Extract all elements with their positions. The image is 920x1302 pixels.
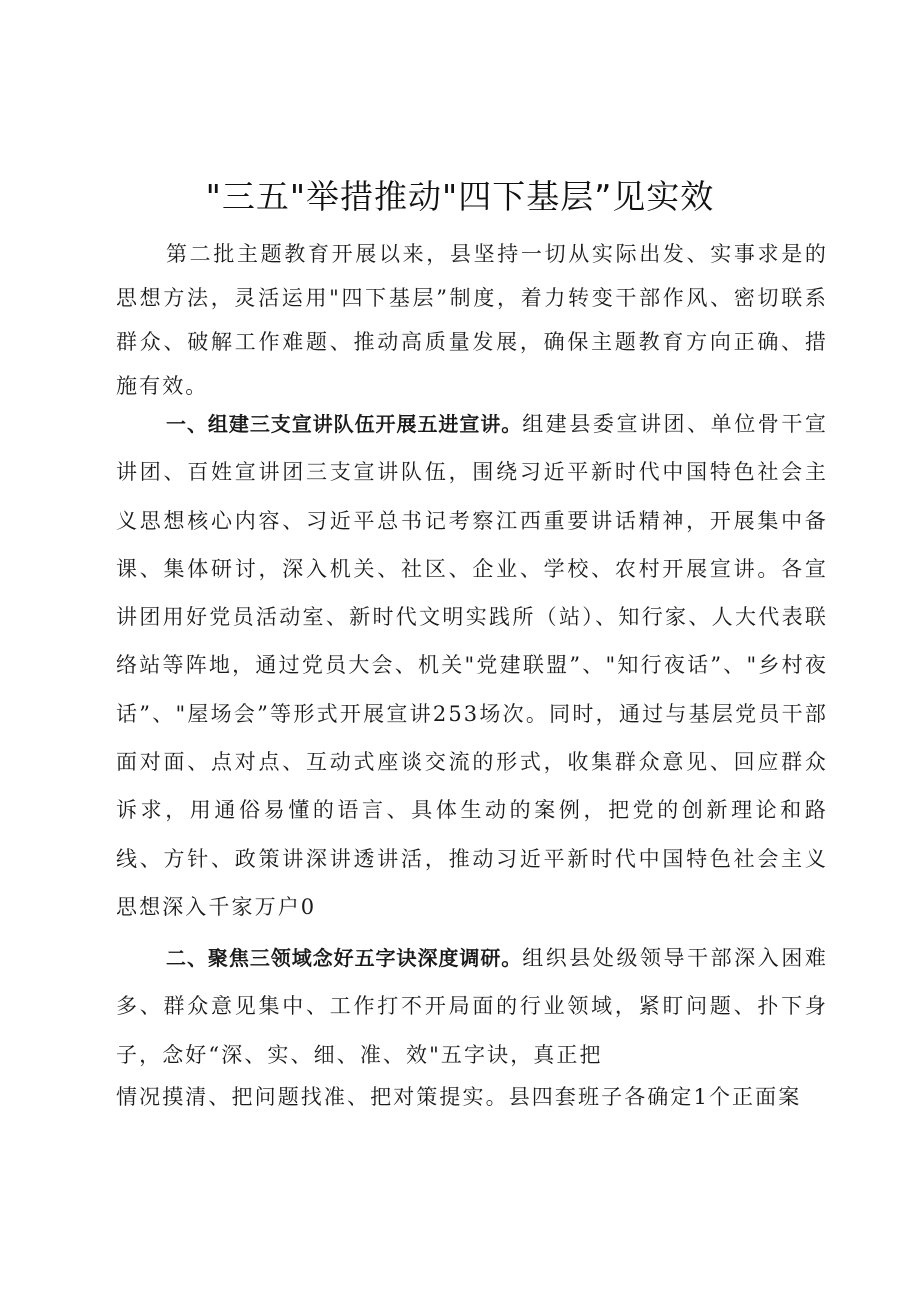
section-1-heading: 一、组建三支宣讲队伍开展五进宣讲。 <box>166 412 523 436</box>
section-1-paragraph <box>116 400 828 931</box>
section-2-continuation: 情况摸清、把问题找准、把对策提实。县四套班子各确定1个正面案 <box>116 1085 802 1109</box>
section-2-heading: 二、聚焦三领域念好五字诀深度调研。 <box>166 946 523 970</box>
section-2-paragraph <box>116 934 828 1079</box>
section-1-body: 组建县委宣讲团、单位骨干宣讲团、百姓宣讲团三支宣讲队伍，围绕习近平新时代中国特色社会主义思想核心内容、习近平总书记考察江西重要讲话精神，开展集中备课、集体研讨，深入机关、社区、企业、学校、农村开展宣讲。各宣讲团用好党员活动室、新时代文明实践所（站）、知行家、人大代表联络站等阵地，通过党员大会、机关"党建联盟”、"知行夜话”、"乡村夜话”、"屋场会”等形式开展宣讲253场次。同时，通过与基层党员干部面对面、点对点、互动式座谈交流的形式，收集群众意见、回应群众诉求，用通俗易懂的语言、具体生动的案例，把党的创新理论和路线、方针、政策讲深讲透讲活，推动习近平新时代中国特色社会主义思想深入千家万户0 <box>116 412 828 919</box>
document-title: "三五"举措推动"四下基层”见实效 <box>205 177 715 216</box>
intro-paragraph: 第二批主题教育开展以来，县坚持一切从实际出发、实事求是的思想方法，灵活运用"四下基层”制度，着力转变干部作风、密切联系群众、破解工作难题、推动高质量发展，确保主题教育方向正确、措施有效。 <box>116 242 828 398</box>
section-2-body: 组织县处级领导干部深入困难多、群众意见集中、工作打不开局面的行业领域，紧盯问题、扑下身子，念好“深、实、细、准、效"五字诀，真正把 <box>116 946 828 1067</box>
